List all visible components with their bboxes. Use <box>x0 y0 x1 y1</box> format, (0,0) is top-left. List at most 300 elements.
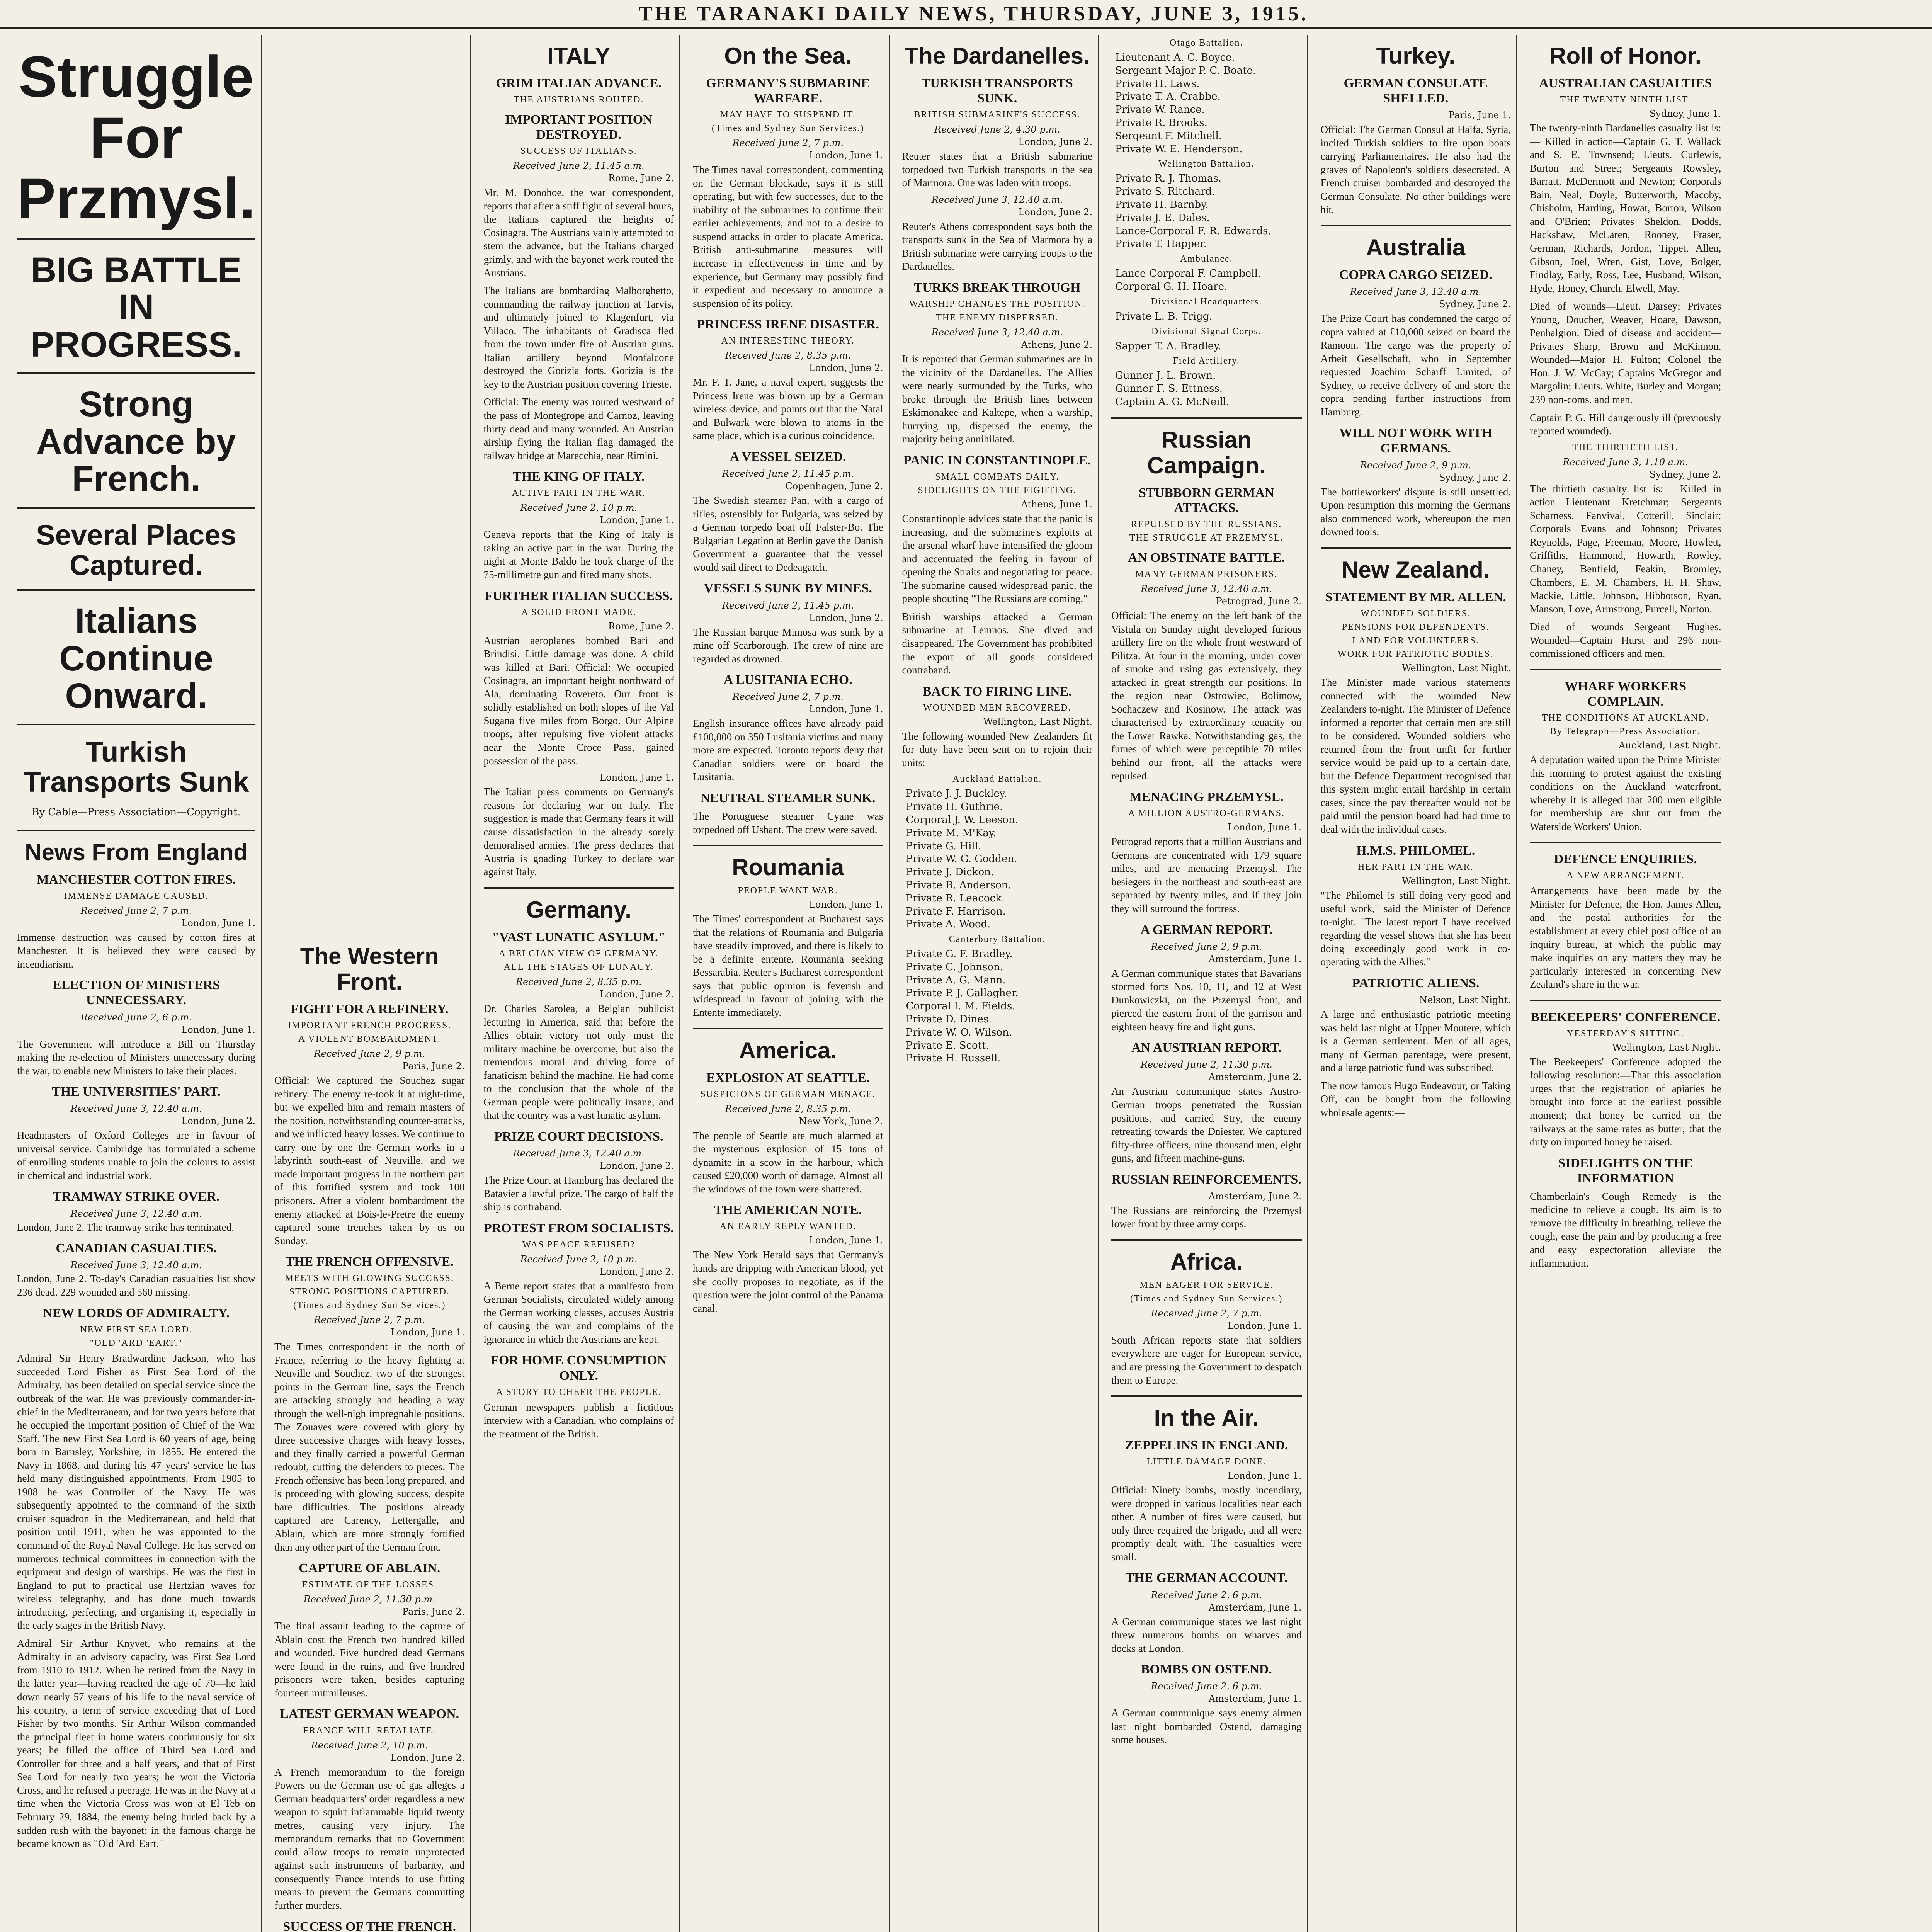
article-body: A French memorandum to the foreign Powers on the German use of gas alleges a German headquarters' order regardless a new weapon to squirt inflammable liquid twenty metres, causing very injury. The memorandum remarks that no Government could allow troops to remain unprotected against such instruments of barbarity, and consequently France intends to use fitting means to prevent the Germans committing further murders. <box>274 1766 465 1911</box>
article-head: VESSELS SUNK BY MINES. <box>704 581 872 596</box>
article-body: "The Philomel is still doing very good and useful work," said the Minister of Defence to-night. "The latest report I have received regarding the vessel shows that she has been doing exceedingly good work in co-operating with the Allies." <box>1320 889 1511 968</box>
list-item: Private B. Anderson. <box>906 879 1011 891</box>
divider <box>1321 225 1511 226</box>
divider <box>17 372 255 374</box>
article-body: A German communique states that Bavarians stormed forts Nos. 10, 11, and 12 at West Dunkowiczki, on the Przemysl front, and pierced the eastern front of the garrison and eighteen heavy fire and light guns. <box>1111 967 1302 1032</box>
placeline: London, June 2. <box>809 362 883 374</box>
divider <box>1530 669 1721 670</box>
column-4 <box>687 35 890 1932</box>
article-head: A VESSEL SEIZED. <box>730 450 846 464</box>
article-head: THE KING OF ITALY. <box>513 469 645 484</box>
article-head: THE GERMAN ACCOUNT. <box>1125 1571 1288 1585</box>
placeline: Wellington, Last Night. <box>1401 662 1511 673</box>
article-head: FURTHER ITALIAN SUCCESS. <box>485 588 673 603</box>
article-deck: THE TWENTY-NINTH LIST. <box>1560 95 1691 105</box>
article-body: The Swedish steamer Pan, with a cargo of rifles, ostensibly for Bulgaria, was seized by a German torpedo boat off Falster-Bo. The Bulgarian Legation at Berlin gave the Danish Government a guarantee that the vessel would sail direct to Dedeagatch. <box>693 495 883 573</box>
dateline: Received June 2, 10 p.m. <box>520 502 638 514</box>
dateline: Received June 2, 10 p.m. <box>311 1740 428 1751</box>
placeline: London, June 1. <box>809 150 883 161</box>
column-7 <box>1315 35 1518 1932</box>
dateline: Received June 2, 11.45 p.m. <box>722 600 854 611</box>
article-body: A large and enthusiastic patriotic meeting was held last night at Upper Moutere, which is a German settlement. Men of all ages, many of German parentage, were present, and a large patriotic fund was subscribed. <box>1320 1008 1511 1074</box>
placeline: London, June 1. <box>600 772 674 783</box>
roll-group: Otago Battalion. <box>1169 38 1243 48</box>
article-head: COPRA CARGO SEIZED. <box>1339 268 1492 282</box>
article-head: CAPTURE OF ABLAIN. <box>299 1561 440 1576</box>
headline-spacer <box>274 35 465 935</box>
placeline: London, June 1. <box>809 1235 883 1246</box>
list-item: Private H. Barnby. <box>1115 199 1209 211</box>
article-body: Constantinople advices state that the panic is increasing, and the submarine's exploits at the arsenal wharf have intensified the gloom and accentuated the feeling in favour of opening the Straits and negotiating for peace. The submarine caused widespread panic, the people shouting "The Russians are coming." <box>902 513 1092 605</box>
dateline: Received June 2, 7 p.m. <box>80 905 192 916</box>
placeline: London, June 2. <box>600 988 674 1000</box>
article-body: The Times naval correspondent, commenting on the German blockade, says it is still operating, but with few successes, due to the inability of the submarines to continue their earlier achievements, and not to a desire to suspend attacks in order to placate America. British anti-submarine measures will increase in effectiveness in time and by experience, but Germany may possibly find it expedient and necessary to announce a suspension of its policy. <box>693 164 883 309</box>
columns <box>12 35 1932 1932</box>
article-deck: (Times and Sydney Sun Services.) <box>293 1300 446 1311</box>
placeline: Amsterdam, June 2. <box>1208 1071 1302 1083</box>
list-item: Lance-Corporal F. R. Edwards. <box>1115 225 1271 237</box>
article-body: Dr. Charles Sarolea, a Belgian publicist lecturing in America, said that before the Allies obtain victory not only must the military machine be overcome, but also the tremendous moral and driving force of fanaticism behind the machine. He had come to the conclusion that the whole of the German people were politically insane, and that the country was a vast lunatic asylum. <box>483 1002 674 1121</box>
article-body: British warships attacked a German submarine at Lemnos. She dived and disappeared. The Government has prohibited the export of all goods considered contraband. <box>902 611 1092 676</box>
masthead: THE TARANAKI DAILY NEWS, THURSDAY, JUNE 3, 1915. <box>0 0 1932 29</box>
roll-group: Canterbury Battalion. <box>949 934 1046 945</box>
section-germany: Germany. <box>526 896 631 923</box>
dateline: Received June 3, 12.40 a.m. <box>70 1208 202 1219</box>
article-body: The Russian barque Mimosa was sunk by a mine off Scarborough. The crew of nine are regarded as drowned. <box>693 626 883 665</box>
article-head: BOMBS ON OSTEND. <box>1141 1662 1272 1677</box>
list-item: Corporal G. H. Hoare. <box>1115 281 1228 293</box>
divider <box>17 589 255 591</box>
section-roll-of-honor: Roll of Honor. <box>1549 43 1702 69</box>
dateline: Received June 3, 12.40 a.m. <box>931 327 1063 338</box>
list-item: Private C. Johnson. <box>906 961 1003 973</box>
list-item: Private W. O. Wilson. <box>906 1026 1012 1038</box>
article-deck: MEN EAGER FOR SERVICE. <box>1139 1280 1274 1290</box>
list-item: Private H. Laws. <box>1115 78 1200 90</box>
article-body: Official: The German Consul at Haifa, Syria, incited Turkish soldiers to fire upon boats carrying Parliamentaires. He also had the graves of Napoleon's soldiers desecrated. A French cruiser bombarded and destroyed the German Consulate. No other buildings were hit. <box>1320 124 1511 216</box>
section-turkey: Turkey. <box>1376 43 1456 69</box>
list-item: Private T. Happer. <box>1115 238 1207 250</box>
divider <box>1321 547 1511 549</box>
article-body: Captain P. G. Hill dangerously ill (previously reported wounded). <box>1530 412 1721 437</box>
name-list <box>902 948 1093 1065</box>
list-item: Private A. G. Mann. <box>906 974 1006 986</box>
article-body: Austrian aeroplanes bombed Bari and Brindisi. Little damage was done. A child was killed at Bari. Official: We occupied Cosinagra, an important height northward of Ala, dominating Rovereto. Our front is solidly established on both slopes of the Val Sugana five miles from Borgo. Our Alpine troops, after repulsing five violent attacks near the Monte Croce Pass, gained possession of the pass. <box>483 634 674 767</box>
article-head: ZEPPELINS IN ENGLAND. <box>1125 1438 1288 1453</box>
article-deck: A SOLID FRONT MADE. <box>521 607 636 617</box>
article-deck: WARSHIP CHANGES THE POSITION. <box>909 299 1085 310</box>
headline-big-battle: BIG BATTLE IN PROGRESS. <box>30 250 242 364</box>
column-8 <box>1524 35 1727 1932</box>
article-body: A Berne report states that a manifesto from German Socialists, circulated widely among the German working classes, accuses Austria of causing the war and complains of the ignorance in which the Austrians are kept. <box>483 1280 674 1345</box>
article-head: AUSTRALIAN CASUALTIES <box>1539 76 1712 90</box>
divider <box>1111 1395 1302 1397</box>
article-head: DEFENCE ENQUIRIES. <box>1554 852 1697 867</box>
dateline: Received June 2, 7 p.m. <box>732 138 844 149</box>
section-new-zealand: New Zealand. <box>1342 556 1490 583</box>
article-head: IMPORTANT POSITION DESTROYED. <box>505 112 653 142</box>
article-head: GRIM ITALIAN ADVANCE. <box>496 76 662 90</box>
article-body: English insurance offices have already paid £100,000 on 350 Lusitania victims and many more are expected. Toronto reports deny that Canadian soldiers were on board the Lusitania. <box>693 718 883 783</box>
placeline: Amsterdam, June 1. <box>1208 953 1302 964</box>
article-deck: LAND FOR VOLUNTEERS. <box>1352 635 1479 646</box>
list-item: Gunner J. L. Brown. <box>1115 370 1216 382</box>
dateline: Received June 2, 9 p.m. <box>314 1048 425 1060</box>
article-body: A German communique says enemy airmen last night bombarded Ostend, damaging some houses. <box>1111 1707 1302 1746</box>
list-item: Private A. Wood. <box>906 918 991 930</box>
article-deck: By Telegraph—Press Association. <box>1550 726 1701 736</box>
article-head: FOR HOME CONSUMPTION ONLY. <box>491 1353 667 1383</box>
article-body: Admiral Sir Arthur Knyvet, who remains at the Admiralty in an advisory capacity, was First Sea Lord from 1910 to 1912. When he retired from the Navy in the latter year—having reached the age of 70—he laid down nearly 57 years of his life to the naval service of his country, a term of service exceeding that of Lord Fisher by two months. Sir Arthur Wilson commanded the principal fleet in home waters continuously for six years; he filled the office of Third Sea Lord and Controller for three and a half years, and that of First Sea Lord for nearly two years; he won the Victoria Cross, and he refused a peerage. He was in the Navy at a time when the Victoria Cross was won at El Teb on February 29, 1884, the enemy being hurled back by a sudden rush with the bayonet; in the famous charge he became known as "Old 'Ard 'Eart." <box>17 1637 255 1850</box>
article-body: German newspapers publish a fictitious interview with a Canadian, who complains of the treatment of the British. <box>483 1401 674 1440</box>
placeline: London, June 2. <box>390 1752 465 1763</box>
article-body: Official: We captured the Souchez sugar refinery. The enemy re-took it at night-time, but we expelled him and remain masters of the position, notwithstanding counter-attacks, and we inflicted heavy losses. We continue to carry one by one the German works in a labyrinth south-east of Neuville, and we made important progress in the northern part of this fortified system and took 100 prisoners. After a violent bombardment the enemy attacked at Bois-le-Pretre the enemy captured some trenches taken by us on Sunday. <box>274 1075 465 1247</box>
article-body: The Beekeepers' Conference adopted the following resolution:—That this association urges that the registration of apiaries be brought into force at the earliest possible moment; that honey be carried on the railways at the same rates as butter; that the duty on imported honey be raised. <box>1530 1056 1721 1148</box>
article-deck: THE CONDITIONS AT AUCKLAND. <box>1542 713 1709 723</box>
article-head: AN AUSTRIAN REPORT. <box>1131 1041 1282 1055</box>
dateline: Received June 3, 12.40 a.m. <box>70 1103 202 1114</box>
article-deck: (Times and Sydney Sun Services.) <box>712 123 864 134</box>
article-body: Headmasters of Oxford Colleges are in favour of universal service. Cambridge has formulated a scheme of enrolling students unable to join the colours to assist in chemical and industrial work. <box>17 1129 255 1181</box>
list-item: Gunner F. S. Ettness. <box>1115 383 1223 395</box>
dateline: Received June 2, 7 p.m. <box>1151 1308 1262 1319</box>
article-deck: NEW FIRST SEA LORD. <box>80 1325 192 1335</box>
name-list <box>1111 340 1302 353</box>
list-item: Private W. E. Henderson. <box>1115 143 1243 155</box>
list-item: Private H. Russell. <box>906 1053 1001 1065</box>
section-roumania: Roumania <box>732 854 844 881</box>
article-deck: THE THIRTIETH LIST. <box>1572 442 1679 452</box>
divider <box>693 845 883 846</box>
article-head: PRIZE COURT DECISIONS. <box>494 1129 663 1144</box>
article-head: BEEKEEPERS' CONFERENCE. <box>1531 1010 1721 1024</box>
placeline: London, June 2. <box>1018 136 1092 148</box>
placeline: Amsterdam, June 1. <box>1208 1693 1302 1704</box>
list-item: Private J. E. Dales. <box>1115 212 1210 224</box>
article-body: The Italians are bombarding Malborghetto, commanding the railway junction at Tarvis, and ultimately joined to Klagenfurt, via Villaco. The inhabitants of Gradisca fled from the town under fire of Austrian guns. Italian artillery beyond Monfalcone destroyed the Gorizia forts. Gorizia is the key to the Austrian position covering Trieste. <box>483 285 674 390</box>
column-5 <box>897 35 1099 1932</box>
dateline: Received June 2, 8.35 p.m. <box>515 976 642 987</box>
dateline: Received June 2, 8.35 p.m. <box>725 1103 851 1114</box>
list-item: Lance-Corporal F. Campbell. <box>1115 268 1261 280</box>
section-western-front: The Western Front. <box>300 943 439 995</box>
article-body: The twenty-ninth Dardanelles casualty list is:— Killed in action—Captain G. T. Wallack and S. E. Townsend; Lieuts. Curlewis, Burton and Street; Sergeants Rowsley, Barratt, McDermott and Newton; Corporals Bain, Neal, Doyle, Butterworth, Macoby, Chisholm, Harding, Howat, Borton, Wilson and O'Brien; Privates Sheldon, Dodds, Hackshaw, McLaren, Rooney, Fraser, German, Richards, Jordon, Tippet, Allen, Gibson, Joel, Wren, Gist, Love, Bolger, Findlay, Early, Ross, Lee, Husband, Wilson, Hyde, Honey, Church, Elwell, May. <box>1530 122 1721 294</box>
list-item: Private S. Ritchard. <box>1115 186 1215 198</box>
dateline: Received June 2, 8.35 p.m. <box>725 350 851 361</box>
placeline: London, June 1. <box>181 917 255 929</box>
article-body: The now famous Hugo Endeavour, or Taking Off, can be bought from the following wholesale agents:— <box>1320 1080 1511 1118</box>
list-item: Private R. Leacock. <box>906 892 1005 904</box>
placeline: London, June 1. <box>1227 1470 1302 1481</box>
article-body: The Minister made various statements connected with the wounded New Zealanders to-night. The Minister of Defence informed a reporter that certain men are still to be considered. Wounded soldiers who returned from the front unfit for further service would be paid up to a certain date, but the Defence Department recognised that this system might entail hardship in certain cases, since the pay thereafter would not be paid until the pension board had had time to deal with the individual cases. <box>1320 676 1511 835</box>
list-item: Private W. Rance. <box>1115 104 1205 116</box>
placeline: London, June 1. <box>390 1327 465 1338</box>
divider <box>17 238 255 240</box>
column-6 <box>1106 35 1308 1932</box>
roll-group: Divisional Signal Corps. <box>1151 326 1262 337</box>
list-item: Private E. Scott. <box>906 1039 989 1051</box>
divider <box>1530 842 1721 843</box>
article-head: FIGHT FOR A REFINERY. <box>290 1002 449 1016</box>
article-body: A German communique states we last night threw numerous bombs on wharves and docks at London. <box>1111 1616 1302 1654</box>
article-deck: YESTERDAY'S SITTING. <box>1567 1028 1684 1039</box>
article-head: PANIC IN CONSTANTINOPLE. <box>903 453 1091 468</box>
list-item: Corporal J. W. Leeson. <box>906 814 1018 826</box>
article-deck: ALL THE STAGES OF LUNACY. <box>503 962 654 972</box>
headline-places-captured: Several Places Captured. <box>36 519 236 581</box>
section-on-the-sea: On the Sea. <box>724 43 852 69</box>
article-deck: IMMENSE DAMAGE CAUSED. <box>64 891 209 901</box>
dateline: Received June 2, 7 p.m. <box>732 691 844 702</box>
article-deck: MAY HAVE TO SUSPEND IT. <box>720 110 856 120</box>
placeline: Sydney, June 2. <box>1439 299 1511 310</box>
section-england: News From England <box>25 839 248 865</box>
list-item: Private R. J. Thomas. <box>1115 173 1222 185</box>
article-deck: ACTIVE PART IN THE WAR. <box>512 488 646 498</box>
article-deck: BRITISH SUBMARINE'S SUCCESS. <box>914 110 1080 120</box>
dateline: Received June 2, 9 p.m. <box>1151 941 1262 952</box>
article-deck: SUSPICIONS OF GERMAN MENACE. <box>700 1089 876 1099</box>
list-item: Private L. B. Trigg. <box>1115 310 1213 322</box>
article-deck: HER PART IN THE WAR. <box>1357 862 1474 872</box>
article-deck: PENSIONS FOR DEPENDENTS. <box>1342 622 1490 632</box>
list-item: Lieutenant A. C. Boyce. <box>1115 52 1235 63</box>
article-head: PATRIOTIC ALIENS. <box>1352 976 1480 990</box>
article-head: GERMAN CONSULATE SHELLED. <box>1344 76 1488 106</box>
list-item: Private G. Hill. <box>906 840 981 852</box>
article-head: MANCHESTER COTTON FIRES. <box>36 872 236 887</box>
dateline: Received June 2, 11.45 a.m. <box>513 160 645 172</box>
list-item: Private W. G. Godden. <box>906 853 1017 865</box>
article-deck: AN EARLY REPLY WANTED. <box>719 1221 856 1232</box>
dateline: Received June 2, 11.30 p.m. <box>1140 1059 1272 1070</box>
placeline: Rome, June 2. <box>608 173 674 184</box>
dateline: Received June 2, 6 p.m. <box>1151 1681 1262 1692</box>
dateline: Received June 3, 12.40 a.m. <box>1141 583 1272 595</box>
article-head: PROTEST FROM SOCIALISTS. <box>483 1221 674 1235</box>
article-head: EXPLOSION AT SEATTLE. <box>706 1070 870 1085</box>
headline-italians: Italians Continue Onward. <box>59 601 213 716</box>
divider <box>484 887 674 889</box>
article-head: LATEST GERMAN WEAPON. <box>280 1707 459 1721</box>
dateline: Received June 3, 12.40 a.m. <box>70 1260 202 1271</box>
article-body: The Times' correspondent at Bucharest says that the relations of Roumania and Bulgaria have steadily improved, and there is likely to be a definite entente. Roumania seeking Bessarabia. Reuter's Bucharest correspondent says that public opinion is feverish and widespread in favour of joining with the Entente immediately. <box>693 913 883 1018</box>
placeline: London, June 1. <box>1227 1320 1302 1331</box>
placeline: Wellington, Last Night. <box>1612 1042 1721 1053</box>
article-body: A deputation waited upon the Prime Minister this morning to protest against the existing conditions on the Auckland waterfront, whereby it is alleged that 200 men eligible for membership are shut out from the Waterside Workers' Union. <box>1530 753 1721 832</box>
divider <box>17 724 255 725</box>
article-body: Official: The enemy was routed westward of the pass of Montegrope and Carnoz, leaving thirty dead and many wounded. An Austrian airship flying the Italian flag damaged the railway bridge at Marecchia, near Rimini. <box>483 396 674 461</box>
placeline: New York, June 2. <box>799 1116 883 1127</box>
list-item: Private H. Guthrie. <box>906 801 1003 813</box>
name-list <box>1111 369 1302 408</box>
list-item: Private R. Brooks. <box>1115 117 1208 129</box>
list-item: Private G. F. Bradley. <box>906 948 1013 960</box>
article-deck: REPULSED BY THE RUSSIANS. <box>1131 519 1282 529</box>
list-item: Private J. J. Buckley. <box>906 788 1007 800</box>
article-deck: STRONG POSITIONS CAPTURED. <box>289 1287 450 1297</box>
list-item: Corporal I. M. Fields. <box>906 1000 1015 1012</box>
article-body: Died of wounds—Sergeant Hughes. Wounded—Captain Hurst and 296 non-commissioned officers and men. <box>1530 621 1721 660</box>
article-body: The Prize Court has condemned the cargo of copra valued at £10,000 seized on board the Ramoon. The cargo was the property of Arbeit Gesellschaft, who in September requested Joachim Scharff Limited, of Sydney, to receive delivery of and store the copra pending further instructions from Hamburg. <box>1320 313 1511 418</box>
article-body: Official: The enemy on the left bank of the Vistula on Sunday night developed furious artillery fire on the whole front westward of Pilitza. At four in the morning, under cover of smoke and using gas extensively, they attacked in great strength our positions. In the region near Ostrowiec, Bolimow, Sochaczew and Kosinow. The attack was characterised by extraordinary tenacity on the Lower Rawka. Notwithstanding gas, the fumes of which were perceptible 70 miles behind our front, all the attacks were repulsed. <box>1111 610 1302 782</box>
placeline: London, June 2. <box>1018 206 1092 218</box>
placeline: London, June 1. <box>1227 822 1302 833</box>
article-deck: "OLD 'ARD 'EART." <box>90 1338 183 1349</box>
article-body: Arrangements have been made by the Minister for Defence, the Hon. James Allen, and the postal authorities for the establishment at every chief post office of an inquiry bureau, at which the public may make inquiries on any matters they may be particularly interested in concerning New Zealand's share in the war. <box>1530 885 1721 990</box>
dateline: Received June 2, 6 p.m. <box>80 1012 192 1023</box>
divider <box>1111 417 1302 419</box>
placeline: Wellington, Last Night. <box>1401 875 1511 886</box>
dateline: Received June 2, 6 p.m. <box>1151 1589 1262 1600</box>
article-deck: SIDELIGHTS ON THE FIGHTING. <box>918 485 1077 496</box>
divider <box>1530 1000 1721 1001</box>
placeline: Paris, June 2. <box>402 1061 465 1072</box>
placeline: London, June 2. <box>600 1160 674 1171</box>
roll-group: Divisional Headquarters. <box>1151 296 1262 307</box>
placeline: London, June 2. <box>809 612 883 623</box>
article-body: South African reports state that soldiers everywhere are eager for European service, and are pressing the Government to despatch them to Europe. <box>1111 1334 1302 1386</box>
name-list <box>1111 172 1302 251</box>
name-list <box>1111 267 1302 294</box>
byline: By Cable—Press Association—Copyright. <box>32 806 241 818</box>
article-deck: A STORY TO CHEER THE PEOPLE. <box>496 1387 662 1397</box>
roll-group: Ambulance. <box>1180 254 1233 264</box>
dateline: Received June 3, 1.10 a.m. <box>1563 456 1689 468</box>
section-dardanelles: The Dardanelles. <box>904 43 1090 69</box>
list-item: Sapper T. A. Bradley. <box>1115 340 1221 352</box>
divider <box>1111 1239 1302 1241</box>
article-body: The Prize Court at Hamburg has declared the Batavier a lawful prize. The cargo of half the ship is contraband. <box>483 1174 674 1213</box>
article-body: The following wounded New Zealanders fit for duty have been sent on to rejoin their units:— <box>902 730 1092 769</box>
placeline: Wellington, Last Night. <box>983 716 1092 727</box>
placeline: Sydney, June 2. <box>1649 469 1721 480</box>
article-head: NEW LORDS OF ADMIRALTY. <box>43 1306 230 1321</box>
article-deck: A MILLION AUSTRO-GERMANS. <box>1128 808 1285 819</box>
article-body: Official: Ninety bombs, mostly incendiary, were dropped in various localities near each other. A number of fires were caused, but only three required the brigade, and all were promptly dealt with. The casualties were small. <box>1111 1484 1302 1563</box>
article-body: Reuter's Athens correspondent says both the transports sunk in the Sea of Marmora by a British submarine were carrying troops to the Dardanelles. <box>902 220 1092 272</box>
article-deck: SUCCESS OF ITALIANS. <box>520 146 637 156</box>
article-deck: A VIOLENT BOMBARDMENT. <box>298 1034 441 1044</box>
lead-headline: Struggle For Przmysl. <box>17 44 255 231</box>
article-head: GERMANY'S SUBMARINE WARFARE. <box>706 76 870 106</box>
placeline: Rome, June 2. <box>608 621 674 632</box>
article-deck: THE AUSTRIANS ROUTED. <box>514 95 644 105</box>
placeline: Petrograd, June 2. <box>1216 596 1302 607</box>
article-body: Geneva reports that the King of Italy is taking an active part in the war. During the night at Monte Baldo he took charge of the 75-millimetre gun and fired many shots. <box>483 529 674 580</box>
article-body: The New York Herald says that Germany's hands are dripping with American blood, yet she coolly proposes to negotiate, as if the question were the joint control of the Panama canal. <box>693 1249 883 1314</box>
dateline: Received June 3, 12.40 a.m. <box>1350 286 1481 298</box>
placeline: London, June 2. <box>181 1116 255 1127</box>
article-body: Petrograd reports that a million Austrians and Germans are concentrated with 179 square miles, and are menacing Przemysl. The besiegers in the northeast and south-east are separated by twenty miles, and if they join they will surround the fortress. <box>1111 836 1302 914</box>
article-deck: MEETS WITH GLOWING SUCCESS. <box>285 1273 454 1284</box>
section-america: America. <box>739 1037 837 1063</box>
article-body: Mr. F. T. Jane, a naval expert, suggests the Princess Irene was blown up by a German wireless device, and points out that the Natal and Bulwark were blown to atoms in the same place, which is a curious coincidence. <box>693 376 883 442</box>
divider <box>693 1028 883 1029</box>
list-item: Private D. Dines. <box>906 1014 992 1026</box>
section-in-the-air: In the Air. <box>1154 1405 1259 1431</box>
article-body: The people of Seattle are much alarmed at the mysterious explosion of 15 tons of dynamite in a scow in the harbour, which caused £20,000 worth of damage. Almost all the windows of the town were shattered. <box>693 1129 883 1195</box>
roll-group: Auckland Battalion. <box>952 774 1042 784</box>
placeline: London, June 1. <box>809 899 883 910</box>
dateline: Received June 2, 11.45 p.m. <box>722 468 854 480</box>
list-item: Private P. J. Gallagher. <box>906 987 1019 999</box>
article-deck: ESTIMATE OF THE LOSSES. <box>302 1580 437 1590</box>
article-head: WHARF WORKERS COMPLAIN. <box>1565 679 1687 709</box>
article-deck: A NEW ARRANGEMENT. <box>1566 871 1685 881</box>
roll-group: Field Artillery. <box>1173 356 1240 366</box>
dateline: Received June 3, 12.40 a.m. <box>513 1148 645 1159</box>
article-head: THE UNIVERSITIES' PART. <box>52 1085 221 1099</box>
article-body: The bottleworkers' dispute is still unsettled. Upon resumption this morning the Germans also commenced work, whereupon the men downed tools. <box>1320 486 1511 538</box>
article-head: RUSSIAN REINFORCEMENTS. <box>1111 1172 1301 1187</box>
article-body: The Times correspondent in the north of France, referring to the heavy fighting at Neuville and Souchez, two of the strongest points in the German line, says the French are attacking strongly and heading a way through the well-nigh impregnable positions. The Zouaves were covered with glory by three successive charges with heavy losses, and they finally carried a powerful German redoubt, cutting the defenders to pieces. The French offensive has been long prepared, and is proceeding with glowing success, despite bare difficulties. The positions already captured are Carency, Lettergalle, and Ablain, which are more strongly fortified than any other part of the German front. <box>274 1341 465 1553</box>
placeline: Athens, June 2. <box>1021 339 1092 350</box>
article-head: BACK TO FIRING LINE. <box>922 684 1072 699</box>
placeline: Auckland, Last Night. <box>1619 740 1721 751</box>
article-body: The Government will introduce a Bill on Thursday making the re-election of Ministers unnecessary during the war, to enable new Ministers to take their places. <box>17 1038 255 1077</box>
article-body: It is reported that German submarines are in the vicinity of the Dardanelles. The Allies were nearly surrounded by the Turks, who broke through the British lines between Eskimonakee and Kaltepe, when a warship, hurrying up, dispersed the enemy, the majority being annihilated. <box>902 353 1092 445</box>
article-head: ELECTION OF MINISTERS UNNECESSARY. <box>52 978 220 1008</box>
article-head: A GERMAN REPORT. <box>1140 922 1272 937</box>
article-head: CANADIAN CASUALTIES. <box>56 1241 217 1256</box>
roll-group: Wellington Battalion. <box>1158 159 1255 169</box>
dateline: Received June 2, 7 p.m. <box>314 1315 425 1326</box>
dateline: Received June 2, 11.30 p.m. <box>303 1594 435 1605</box>
placeline: London, June 1. <box>181 1024 255 1035</box>
placeline: London, June 1. <box>600 515 674 526</box>
article-body: The final assault leading to the capture of Ablain cost the French two hundred killed and wounded. Five hundred dead Germans were found in the ruins, and five hundred prisoners were taken, besides capturing fourteen mitrailleuses. <box>274 1620 465 1699</box>
article-head: SIDELIGHTS ON THE INFORMATION <box>1558 1156 1693 1185</box>
list-item: Captain A. G. McNeill. <box>1115 396 1230 408</box>
article-deck: WOUNDED MEN RECOVERED. <box>923 702 1071 713</box>
name-list <box>1111 51 1302 156</box>
article-head: H.M.S. PHILOMEL. <box>1356 843 1475 858</box>
placeline: Amsterdam, June 2. <box>1208 1190 1302 1202</box>
placeline: Sydney, June 1. <box>1649 108 1721 119</box>
dateline: Received June 2, 4.30 p.m. <box>934 124 1060 135</box>
article-head: TRAMWAY STRIKE OVER. <box>53 1189 220 1204</box>
article-body: London, June 2. The tramway strike has terminated. <box>17 1221 234 1233</box>
article-head: STATEMENT BY MR. ALLEN. <box>1325 590 1506 604</box>
list-item: Sergeant-Major P. C. Boate. <box>1115 65 1256 77</box>
divider <box>17 507 255 509</box>
article-deck: LITTLE DAMAGE DONE. <box>1146 1457 1266 1467</box>
column-2 <box>269 35 471 1932</box>
section-italy: ITALY <box>547 43 611 69</box>
article-body: Chamberlain's Cough Remedy is the medicine to relieve a cough. Its aim is to remove the difficulty in breathing, relieve the cough, ease the pain and by producing a free and easy expectoration alleviate the inflammation. <box>1530 1190 1721 1269</box>
article-head: PRINCESS IRENE DISASTER. <box>697 317 879 332</box>
section-australia: Australia <box>1366 235 1466 261</box>
article-deck: WOUNDED SOLDIERS. <box>1361 608 1471 619</box>
article-deck: A BELGIAN VIEW OF GERMANY. <box>498 948 659 959</box>
headline-french-advance: Strong Advance by French. <box>36 384 236 499</box>
article-head: TURKISH TRANSPORTS SUNK. <box>921 76 1073 106</box>
headline-turkish-transports: Turkish Transports Sunk <box>23 736 249 798</box>
column-3 <box>478 35 681 1932</box>
article-body: Reuter states that a British submarine torpedoed two Turkish transports in the sea of Marmora. One was laden with troops. <box>902 150 1092 189</box>
placeline: Sydney, June 2. <box>1439 472 1511 483</box>
divider <box>17 830 255 831</box>
column-1 <box>12 35 262 1932</box>
article-body: An Austrian communique states Austro-German troops penetrated the Russian positions, and carried Stry, the enemy retreating towards the Dniester. We captured fifty-three officers, nine thousand men, eight guns, and fifteen machine-guns. <box>1111 1085 1302 1164</box>
article-head: SUCCESS OF THE FRENCH. <box>283 1919 456 1932</box>
placeline: London, June 2. <box>600 1266 674 1277</box>
list-item: Private M. M'Kay. <box>906 827 997 839</box>
article-deck: SMALL COMBATS DAILY. <box>935 472 1060 482</box>
article-head: A LUSITANIA ECHO. <box>723 673 852 687</box>
section-africa: Africa. <box>1170 1248 1243 1275</box>
